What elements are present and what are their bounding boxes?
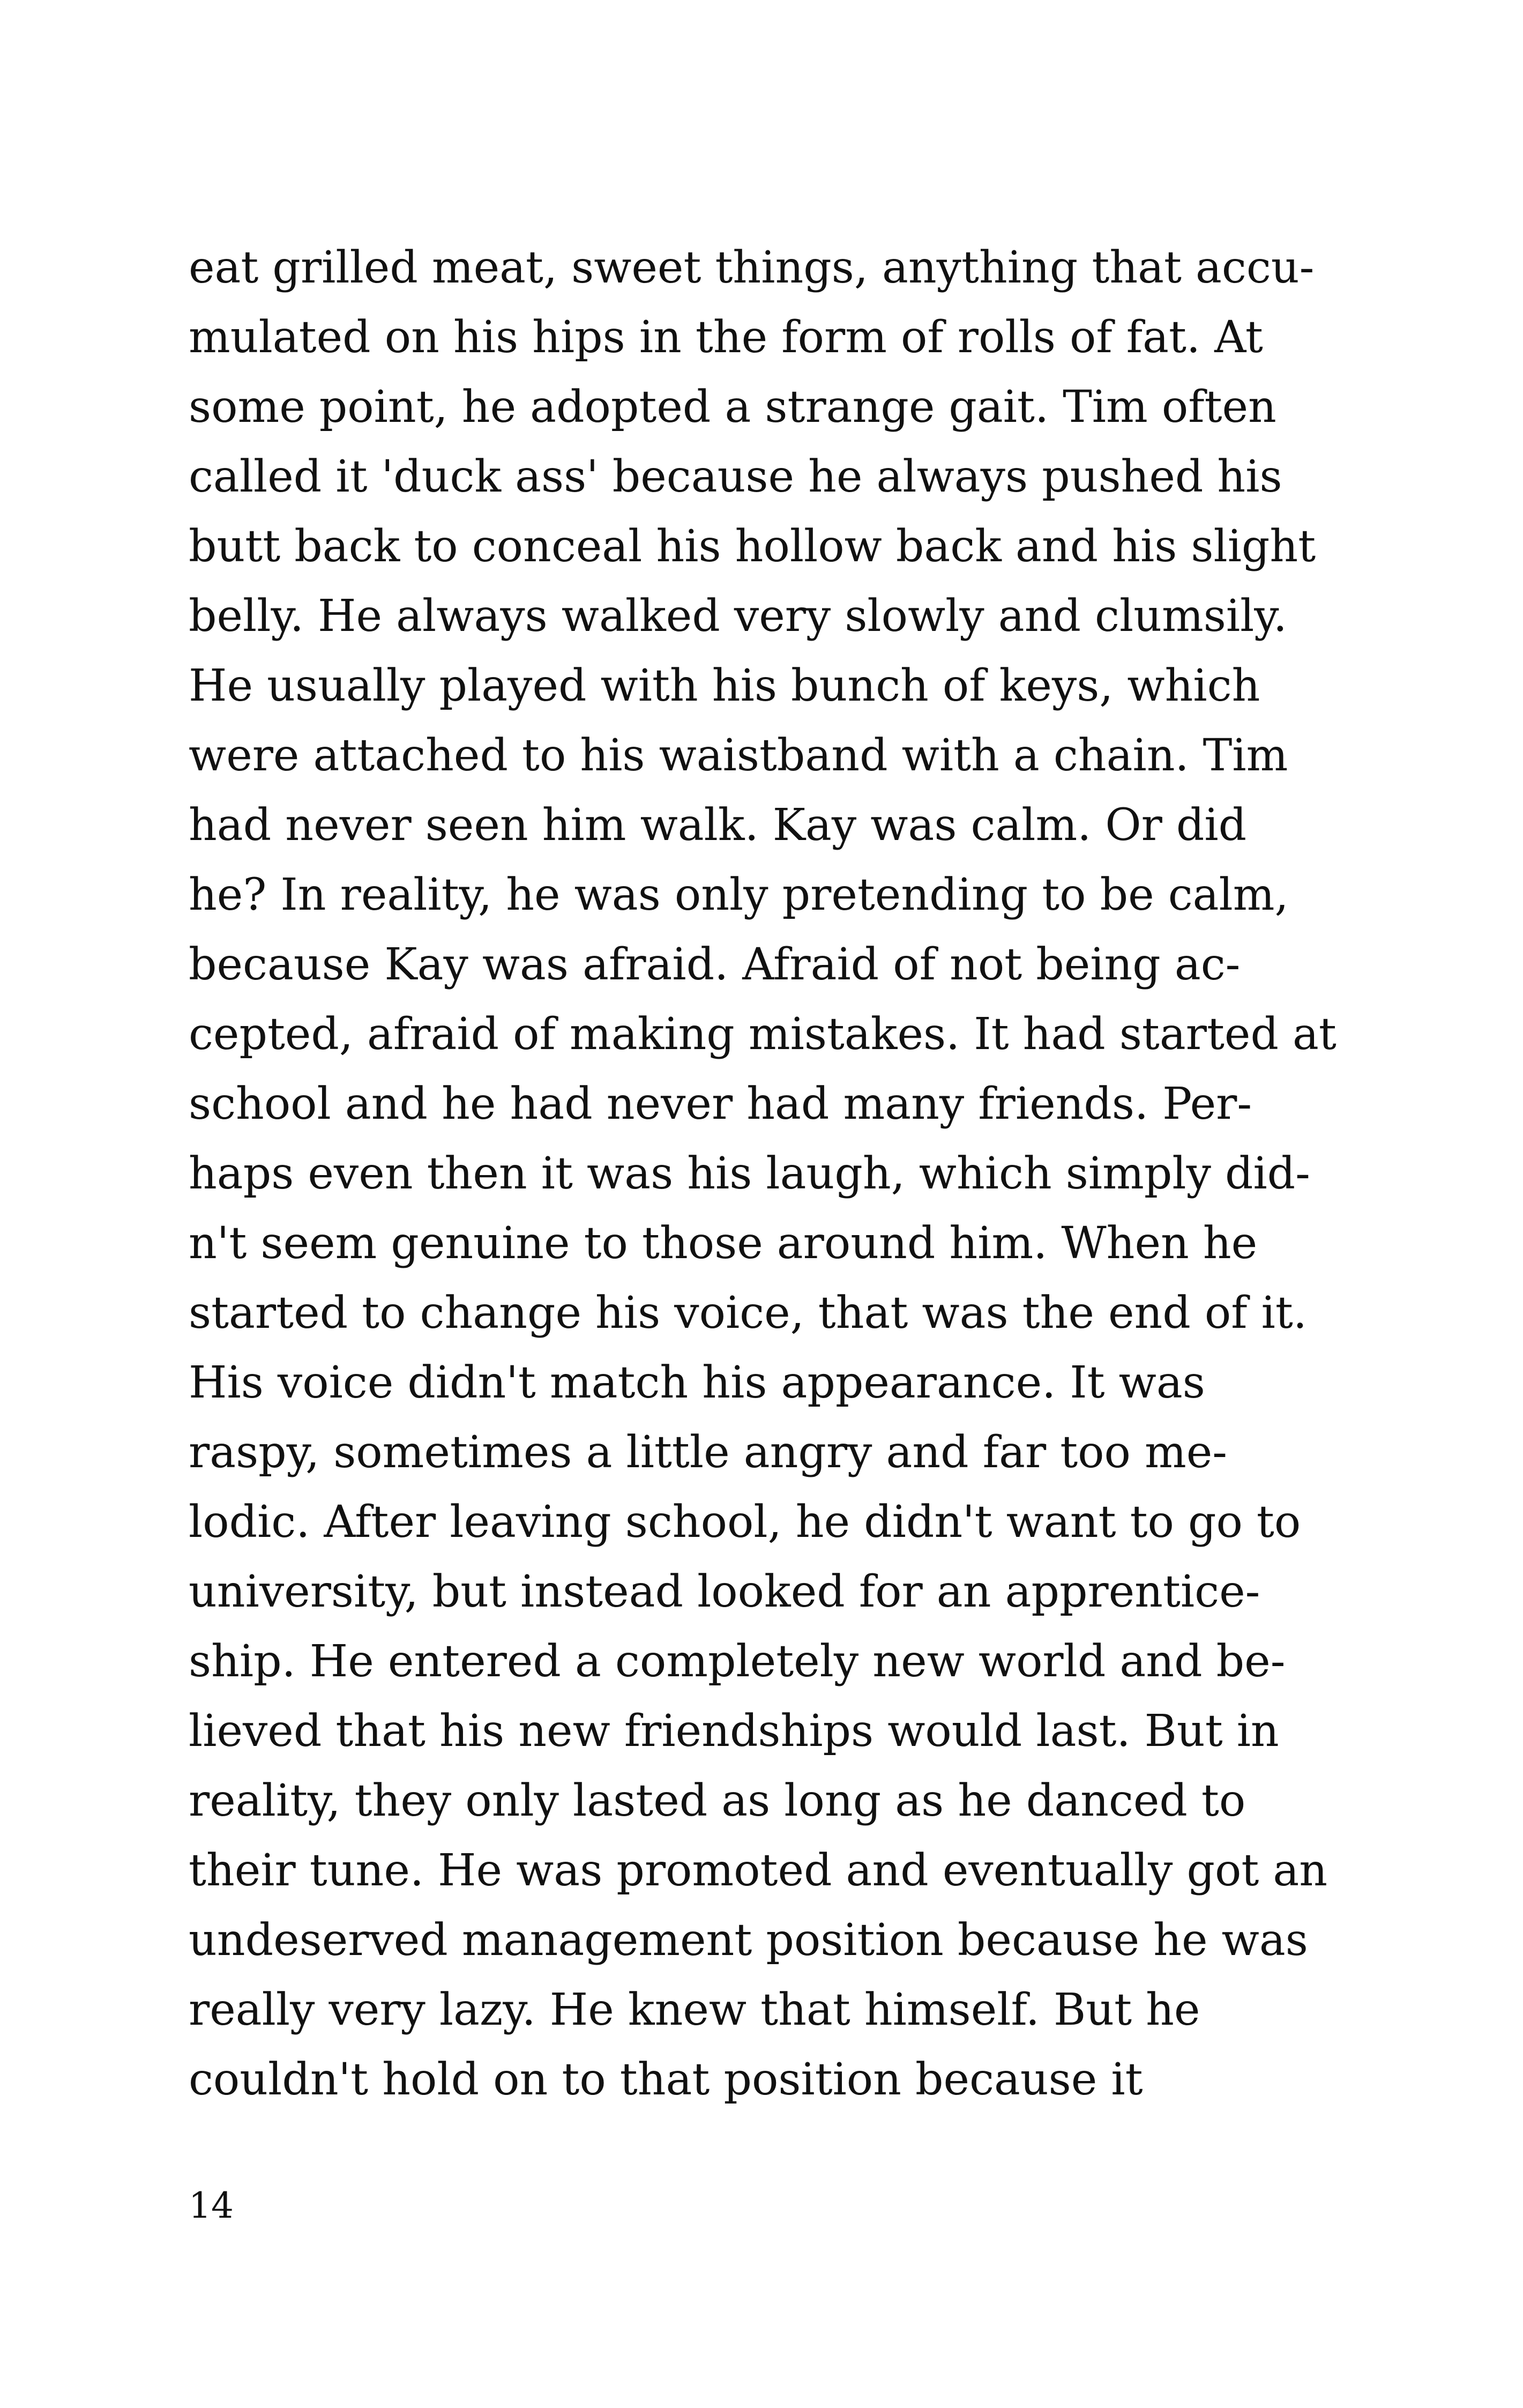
page-number: 14 <box>189 2185 234 2226</box>
text-line: university, but instead looked for an apprentice- <box>189 1566 1260 1617</box>
text-line: called it 'duck ass' because he always pushed his <box>189 451 1282 502</box>
text-line: had never seen him walk. Kay was calm. Or did <box>189 800 1247 851</box>
text-line: lodic. After leaving school, he didn't want to go to <box>189 1497 1301 1548</box>
text-line: belly. He always walked very slowly and clumsily. <box>189 591 1287 642</box>
text-line: really very lazy. He knew that himself. But he <box>189 1985 1200 2035</box>
text-line: undeserved management position because he was <box>189 1915 1308 1966</box>
text-line: reality, they only lasted as long as he danced to <box>189 1775 1246 1826</box>
text-line: because Kay was afraid. Afraid of not being ac- <box>189 939 1241 990</box>
text-line: butt back to conceal his hollow back and his slight <box>189 521 1316 572</box>
text-line: eat grilled meat, sweet things, anything that accu- <box>189 242 1315 293</box>
text-line: some point, he adopted a strange gait. Tim often <box>189 382 1276 433</box>
text-line: lieved that his new friendships would last. But in <box>189 1706 1279 1757</box>
text-line: mulated on his hips in the form of rolls of fat. At <box>189 312 1263 363</box>
text-line: were attached to his waistband with a chain. Tim <box>189 730 1288 781</box>
text-line: cepted, afraid of making mistakes. It had started at <box>189 1009 1337 1060</box>
body-text <box>189 233 1368 2115</box>
text-line: haps even then it was his laugh, which simply did- <box>189 1148 1310 1199</box>
text-line: ship. He entered a completely new world and be- <box>189 1636 1286 1687</box>
text-line: couldn't hold on to that position because it <box>189 2054 1143 2105</box>
text-line: raspy, sometimes a little angry and far too me- <box>189 1427 1227 1478</box>
text-line: His voice didn't match his appearance. It was <box>189 1357 1205 1408</box>
text-line: n't seem genuine to those around him. When he <box>189 1218 1258 1269</box>
text-line: their tune. He was promoted and eventually got an <box>189 1845 1328 1896</box>
text-line: He usually played with his bunch of keys, which <box>189 660 1260 711</box>
text-line: he? In reality, he was only pretending to be calm, <box>189 869 1289 920</box>
text-line: school and he had never had many friends. Per- <box>189 1079 1252 1129</box>
text-line: started to change his voice, that was the end of it. <box>189 1288 1307 1339</box>
